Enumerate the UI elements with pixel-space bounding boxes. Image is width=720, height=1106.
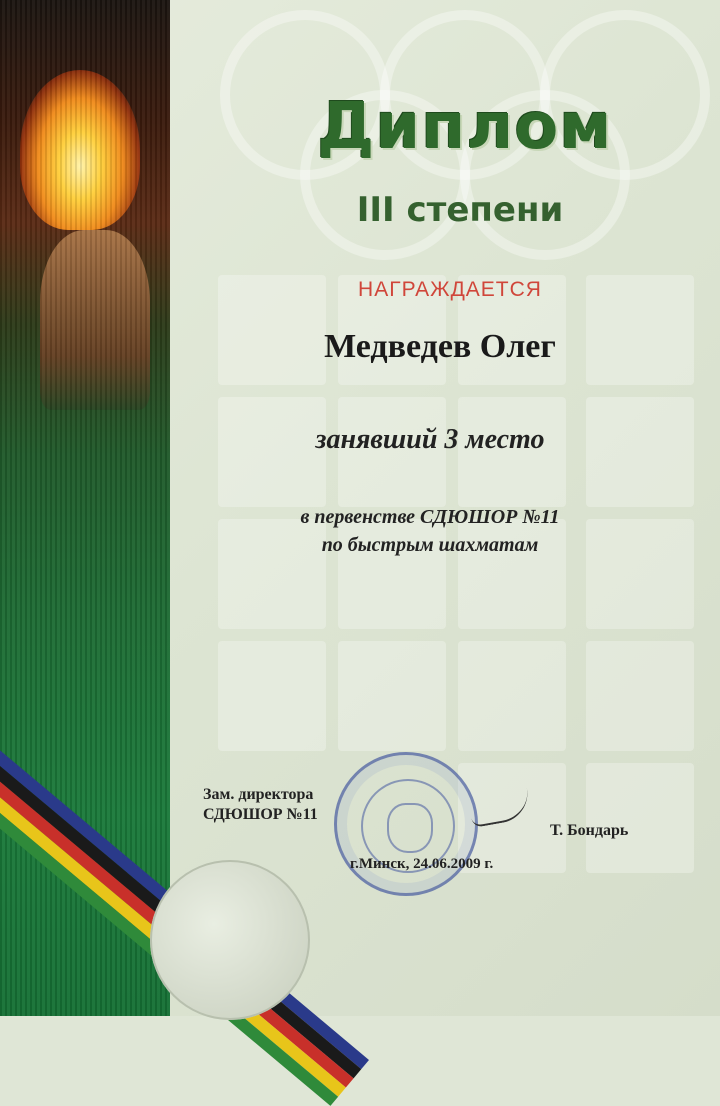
event-line-1: в первенстве СДЮШОР №11: [300, 506, 560, 528]
achievement-text: занявший 3 место: [315, 424, 545, 455]
signatory-title-line-1: Зам. директора: [203, 786, 314, 803]
place-and-date: г.Минск, 24.06.2009 г.: [350, 856, 494, 872]
pictogram-tile: [586, 763, 694, 873]
pictogram-tile: [586, 641, 694, 751]
signatory-title-line-2: СДЮШОР №11: [203, 806, 318, 823]
event-description: [220, 503, 640, 559]
diploma-title: Диплом: [317, 90, 613, 164]
recipient-name: Медведев Олег: [324, 328, 556, 365]
torch-arm-image: [40, 230, 150, 410]
medal-circle: [150, 860, 310, 1020]
signatory-name: Т. Бондарь: [550, 822, 629, 839]
coat-of-arms-icon: [387, 803, 433, 853]
signatory-title: [203, 785, 318, 825]
awarded-label: НАГРАЖДАЕТСЯ: [358, 278, 542, 301]
torch-flame-image: [20, 70, 140, 230]
diploma-degree: III степени: [356, 190, 564, 230]
official-stamp: [334, 752, 478, 896]
event-line-2: по быстрым шахматам: [321, 534, 539, 556]
pictogram-tile: [218, 641, 326, 751]
pictogram-tile: [338, 641, 446, 751]
pictogram-tile: [458, 641, 566, 751]
